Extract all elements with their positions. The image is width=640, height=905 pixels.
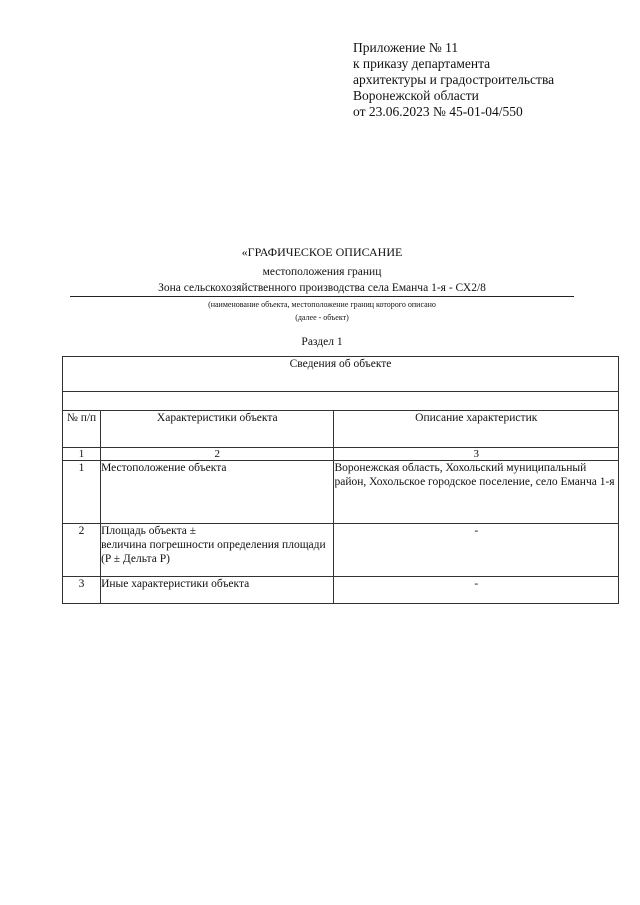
table-blank-row: [63, 392, 619, 411]
row-characteristic: [101, 524, 334, 577]
object-name-note-2: (далее - объект): [295, 313, 349, 322]
row-characteristic: Иные характеристики объекта: [101, 577, 334, 604]
column-number: 3: [334, 448, 619, 461]
table-header-row: [63, 411, 619, 448]
object-info-table: [62, 356, 619, 604]
column-header-description: Описание характеристик: [334, 411, 619, 448]
row-number: 3: [63, 577, 101, 604]
annex-block: [353, 40, 623, 120]
document-title: «ГРАФИЧЕСКОЕ ОПИСАНИЕ: [241, 245, 403, 259]
row-number: 2: [63, 524, 101, 577]
blank-cell: [63, 392, 619, 411]
column-header-number: № п/п: [63, 411, 101, 448]
annex-line: Воронежской области: [353, 88, 479, 103]
row-description: -: [334, 577, 619, 604]
row-description: -: [334, 524, 619, 577]
column-number: 2: [101, 448, 334, 461]
table-row: [63, 461, 619, 524]
row-characteristic: Местоположение объекта: [101, 461, 334, 524]
table-column-number-row: [63, 448, 619, 461]
annex-line: от 23.06.2023 № 45-01-04/550: [353, 104, 523, 119]
column-header-characteristic: Характеристики объекта: [101, 411, 334, 448]
row-number: 1: [63, 461, 101, 524]
column-number: 1: [63, 448, 101, 461]
section-title: Раздел 1: [301, 336, 343, 348]
object-name: Зона сельскохозяйственного производства села Еманча 1-я - СХ2/8: [70, 281, 574, 297]
row-description: Воронежская область, Хохольский муниципальный район, Хохольское городское поселение, село Еманча 1-я: [334, 461, 619, 524]
table-row: [63, 524, 619, 577]
table-caption: Сведения об объекте: [63, 357, 619, 392]
object-name-note: (наименование объекта, местоположение границ которого описано: [208, 300, 436, 309]
row-characteristic-line: величина погрешности определения площади (P ± Дельта P): [101, 539, 326, 565]
document-header: [70, 245, 574, 349]
annex-line: архитектуры и градостроительства: [353, 72, 555, 87]
table-row: [63, 577, 619, 604]
table-caption-row: [63, 357, 619, 392]
document-subtitle: местоположения границ: [262, 266, 382, 278]
annex-line: к приказу департамента: [353, 56, 491, 71]
row-characteristic-line: Площадь объекта ±: [101, 525, 197, 537]
annex-line: Приложение № 11: [353, 40, 459, 55]
